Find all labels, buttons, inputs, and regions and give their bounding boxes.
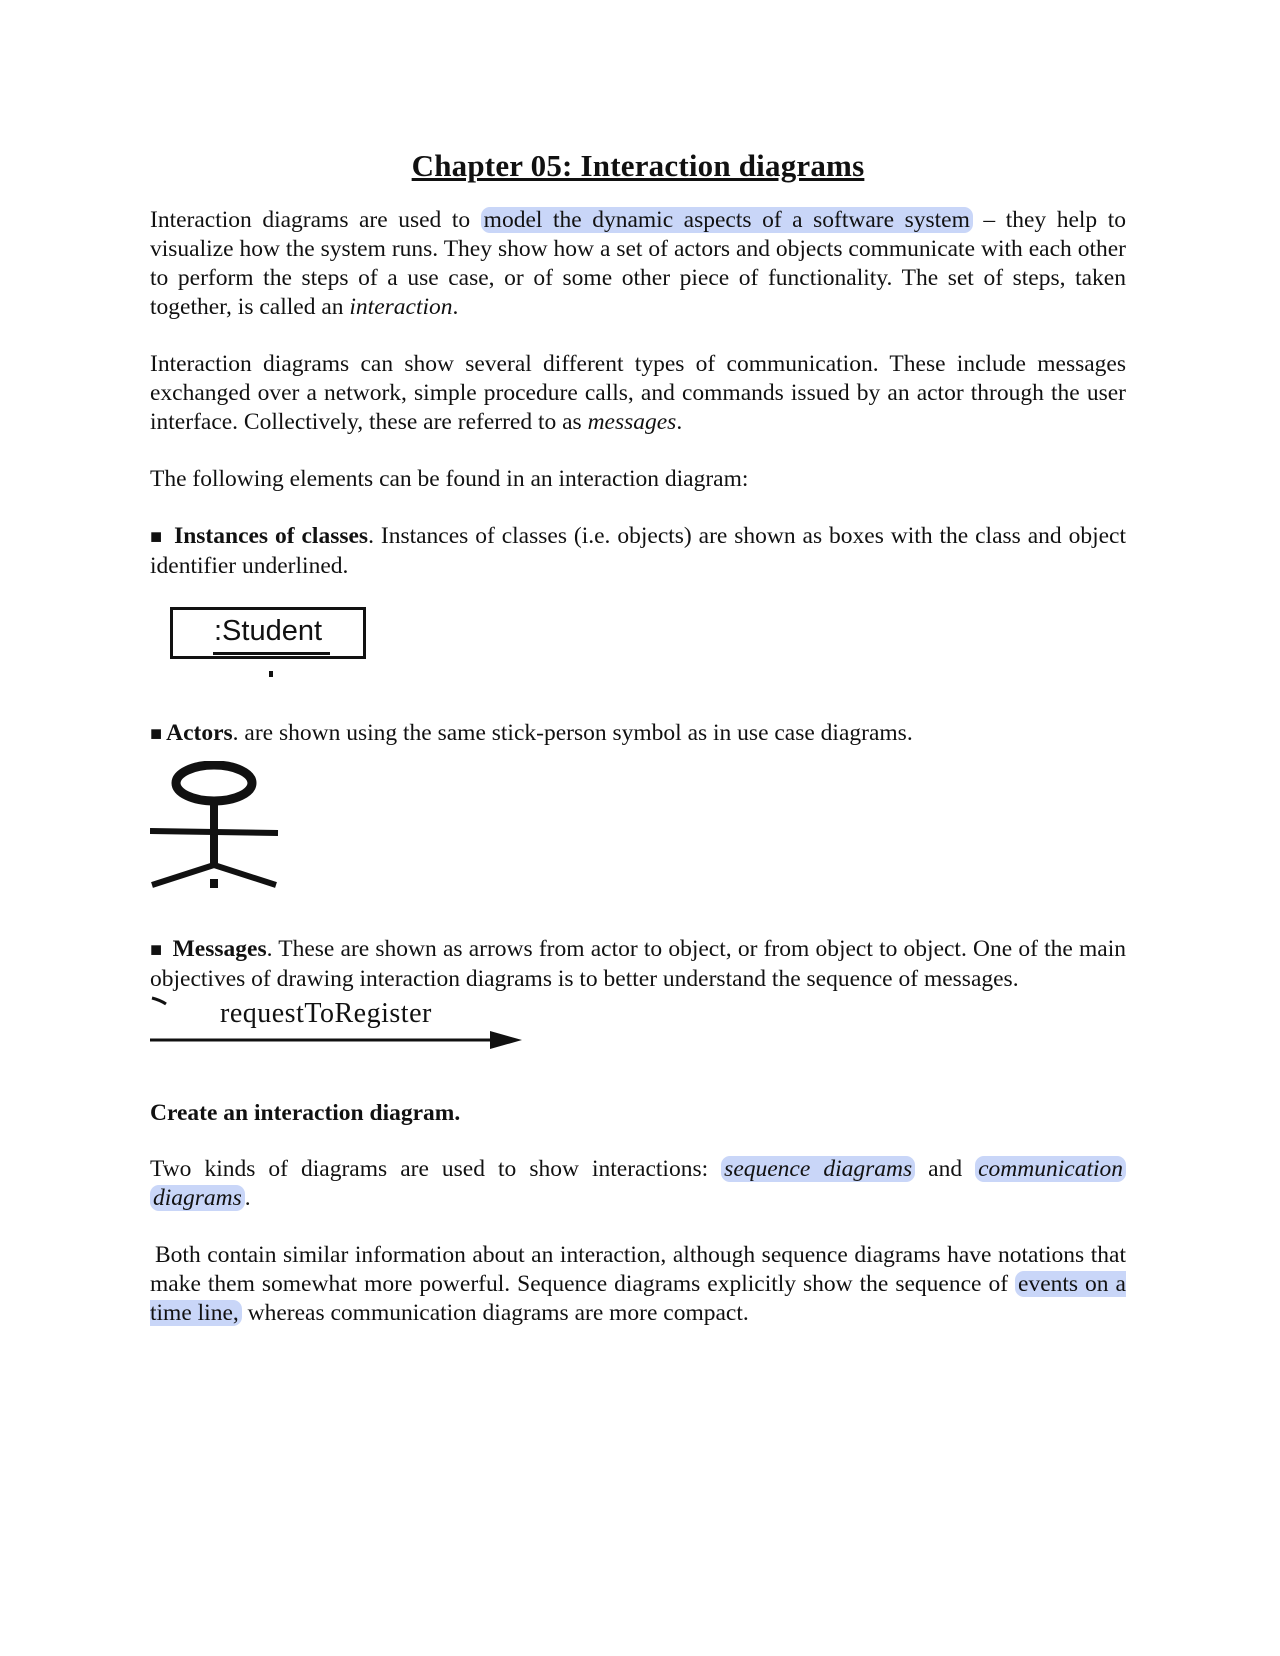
instances-text: . Instances of classes (i.e. objects) are shown as boxes with the class and object identifier underlined. <box>150 523 1127 579</box>
highlight-communication: communication <box>975 1156 1126 1182</box>
bullet-square-icon: ■ <box>150 526 164 548</box>
diagram-kinds-end: . <box>244 1185 251 1211</box>
message-arrow-figure <box>150 996 1126 1050</box>
bullet-messages <box>150 935 1126 994</box>
communication-text: Interaction diagrams can show several different types of communication. These include messages exchanged over a network, simple procedure calls, and commands issued by an actor through the user interface. Collectively, these are referred to as <box>150 351 1126 435</box>
stick-person-icon <box>150 761 280 891</box>
actor-figure <box>150 761 1126 891</box>
highlight-diagrams: diagrams <box>150 1185 245 1211</box>
instances-term: Instances of classes <box>174 523 369 549</box>
actors-text: . are shown using the same stick-person symbol as in use case diagrams. <box>232 720 913 746</box>
messages-bullet-term: Messages <box>172 936 267 962</box>
bullet-square-icon: ■ <box>150 939 163 961</box>
bullet-actors <box>150 719 1126 749</box>
comparison-text: Both contain similar information about an interaction, although sequence diagrams have notations that make them somewhat more powerful. Sequence diagrams explicitly show the sequence of <box>150 1242 1126 1297</box>
intro-text-middle: – they help to visualize how the system runs. They show how a set of actors and objects communicate with each other to perform the steps of a use case, or of some other piece of functionality. The set of steps, taken together, is called an <box>150 207 1127 320</box>
paragraph-elements-intro: The following elements can be found in an interaction diagram: <box>150 466 749 492</box>
highlight-time-line: events on a time line, <box>150 1271 1126 1326</box>
messages-term: messages <box>587 409 677 435</box>
bullet-instances <box>150 522 1126 581</box>
section-heading: Create an interaction diagram. <box>150 1100 461 1126</box>
bullet-square-icon: ■ <box>150 723 163 745</box>
messages-text: . These are shown as arrows from actor to object, or from object to object. One of the main objectives of drawing interaction diagrams is to better understand the sequence of messages. <box>150 936 1127 992</box>
diagram-kinds-text: Two kinds of diagrams are used to show interactions: <box>150 1156 722 1182</box>
highlight-dynamic-aspects: model the dynamic aspects of a software system <box>481 207 973 233</box>
document-body <box>150 148 1126 1356</box>
student-object-box <box>170 607 366 659</box>
intro-text-end: . <box>452 294 459 320</box>
paragraph-communication-types <box>150 350 1126 437</box>
paragraph-intro <box>150 206 1126 322</box>
and-text: and <box>915 1156 976 1182</box>
paragraph-diagram-kinds <box>150 1155 1126 1213</box>
message-label: requestToRegister <box>220 998 432 1029</box>
intro-text-start: Interaction diagrams are used to <box>150 207 481 233</box>
actors-term: Actors <box>166 720 233 746</box>
lifeline-start-mark <box>269 671 273 677</box>
interaction-term: interaction <box>349 294 453 320</box>
communication-text-end: . <box>676 409 683 435</box>
student-object-label: :Student <box>213 615 323 647</box>
highlight-sequence-diagrams: sequence diagrams <box>721 1156 915 1182</box>
student-object-figure <box>150 601 1126 693</box>
student-label-underline <box>213 652 330 655</box>
chapter-title: Chapter 05: Interaction diagrams <box>411 148 865 183</box>
comparison-text-end: whereas communication diagrams are more compact. <box>241 1300 749 1326</box>
paragraph-comparison <box>150 1241 1126 1328</box>
